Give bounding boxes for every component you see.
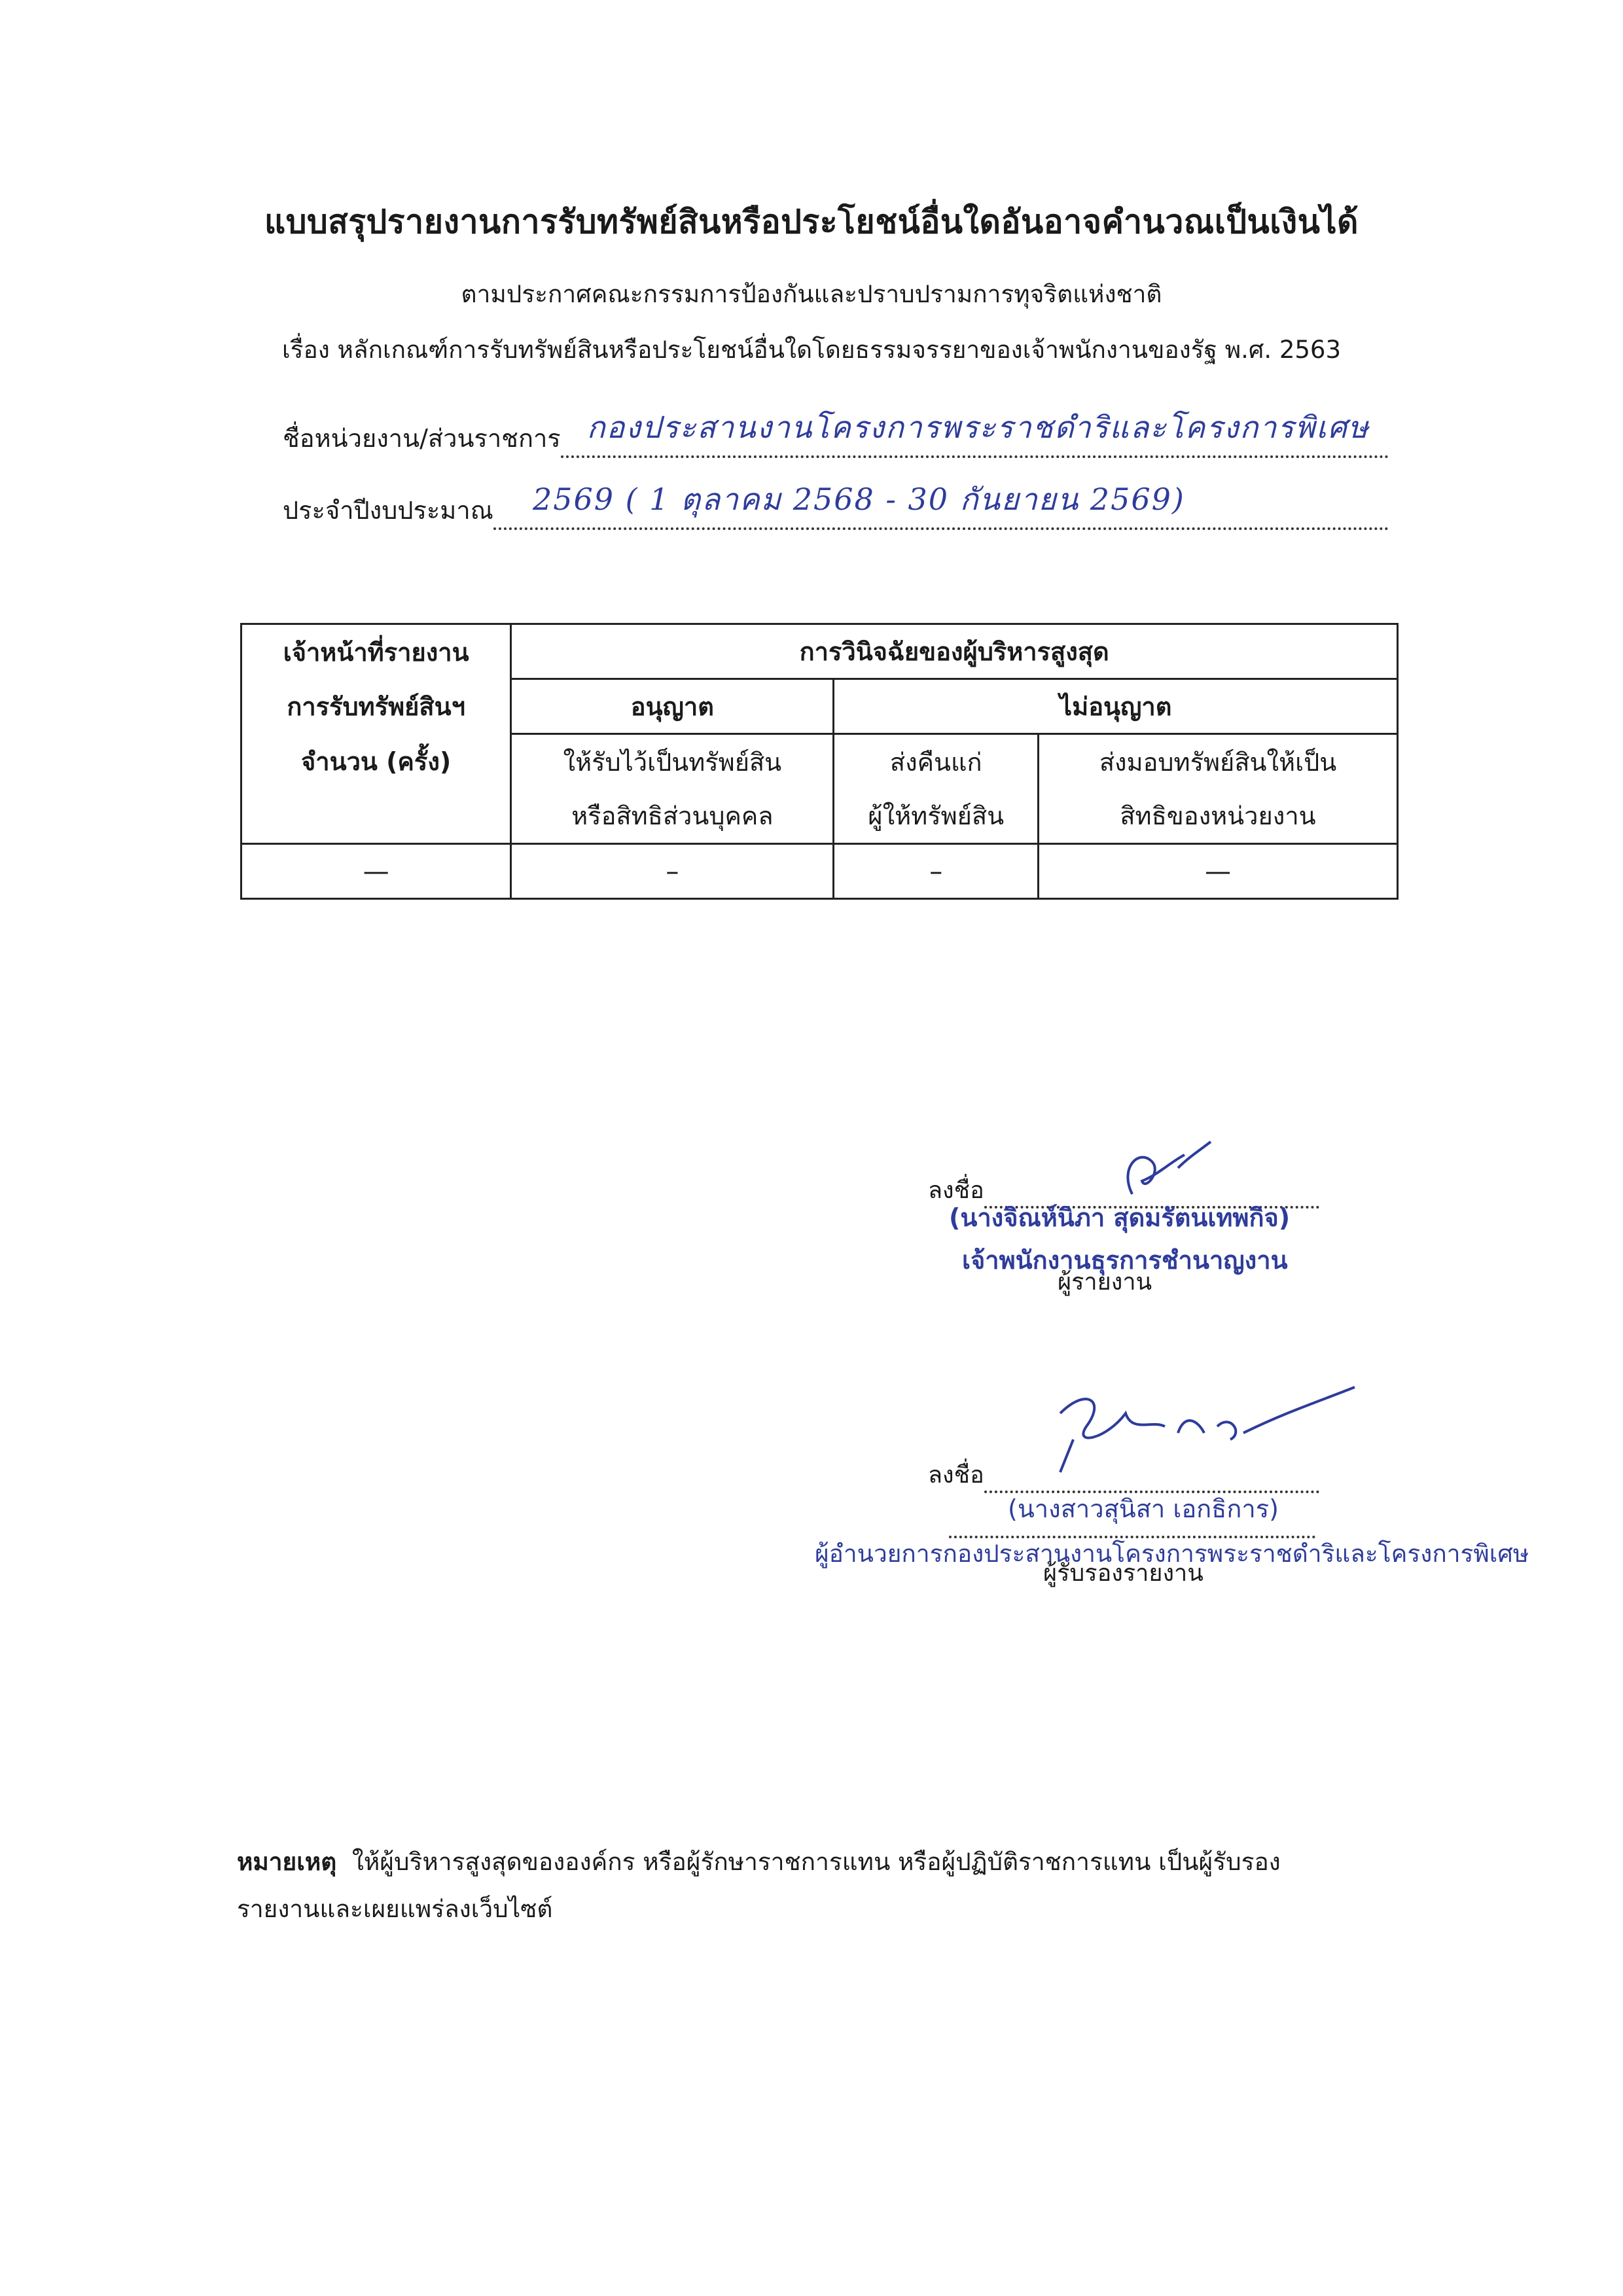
fiscal-year-handwritten-value: 2569 ( 1 ตุลาคม 2568 - 30 กันยายน 2569) [532, 482, 1185, 517]
note-text-1: ให้ผู้บริหารสูงสุดขององค์กร หรือผู้รักษาราชการแทน หรือผู้ปฏิบัติราชการแทน เป็นผู้รับรอง [351, 1848, 1281, 1876]
return-header-line2: ผู้ให้ทรัพย์สิน [834, 789, 1039, 844]
agency-handwritten-value: กองประสานงานโครงการพระราชดำริและโครงการพิเศษ [586, 410, 1370, 445]
signature-2-name: (นางสาวสุนิสา เอกธิการ) [1008, 1494, 1279, 1523]
return-header-line1: ส่งคืนแก่ [834, 734, 1039, 789]
reporter-header-line1: เจ้าหน้าที่รายงาน [241, 624, 511, 679]
signature-1-position: เจ้าพนักงานธุรการชำนาญงาน [962, 1246, 1288, 1275]
agency-label: ชื่อหน่วยงาน/ส่วนราชการ [283, 424, 561, 453]
signature-2-label: ลงชื่อ [928, 1462, 984, 1489]
signature-2-position: ผู้อำนวยการกองประสานงานโครงการพระราชดำริและโครงการพิเศษ [815, 1540, 1529, 1568]
transfer-header-line2: สิทธิของหน่วยงาน [1039, 789, 1398, 844]
disallow-header: ไม่อนุญาต [834, 679, 1398, 734]
agency-line [561, 410, 1389, 458]
value-transfer: — [1039, 844, 1398, 899]
note-line-1 [237, 1839, 1415, 1886]
document-title: แบบสรุปรายงานการรับทรัพย์สินหรือประโยชน์อื่นใดอันอาจคำนวณเป็นเงินได้ [264, 203, 1359, 241]
signature-1-role: ผู้รายงาน [1058, 1269, 1152, 1296]
note-label: หมายเหตุ [237, 1848, 337, 1876]
allow-sub-line1: ให้รับไว้เป็นทรัพย์สิน [511, 734, 834, 789]
reporter-header-line2: การรับทรัพย์สินฯ [241, 679, 511, 734]
fiscal-year-label: ประจำปีงบประมาณ [283, 496, 493, 525]
signature-1-name: (นางจิณห์นิภา สุดมรัตนเทพกิจ) [949, 1203, 1291, 1232]
value-return: – [834, 844, 1039, 899]
subtitle-announcement: ตามประกาศคณะกรรมการป้องกันและปราบปรามการทุจริตแห่งชาติ [461, 280, 1162, 308]
value-allow: – [511, 844, 834, 899]
note-text-2: รายงานและเผยแพร่ลงเว็บไซต์ [237, 1895, 553, 1923]
signature-1-label: ลงชื่อ [928, 1177, 984, 1204]
allow-header: อนุญาต [511, 679, 834, 734]
transfer-header-line1: ส่งมอบทรัพย์สินให้เป็น [1039, 734, 1398, 789]
subtitle-subject: เรื่อง หลักเกณฑ์การรับทรัพย์สินหรือประโยชน์อื่นใดโดยธรรมจรรยาของเจ้าพนักงานของรัฐ พ.ศ. 2563 [281, 336, 1342, 364]
table-row [241, 844, 1398, 899]
signature-2-line-row [928, 1456, 1334, 1493]
signature-2-role: ผู้รับรองรายงาน [1043, 1560, 1204, 1587]
fiscal-year-field [283, 484, 1389, 530]
allow-sub-line2: หรือสิทธิส่วนบุคคล [511, 789, 834, 844]
note [237, 1839, 1415, 1933]
reporter-header-line3: จำนวน (ครั้ง) [241, 734, 511, 789]
value-reporter-count: — [241, 844, 511, 899]
fiscal-year-line [493, 482, 1389, 530]
agency-field [283, 412, 1389, 458]
summary-table [240, 623, 1399, 900]
decision-header: การวินิจฉัยของผู้บริหารสูงสุด [511, 624, 1398, 679]
reporter-header-blank [241, 789, 511, 844]
